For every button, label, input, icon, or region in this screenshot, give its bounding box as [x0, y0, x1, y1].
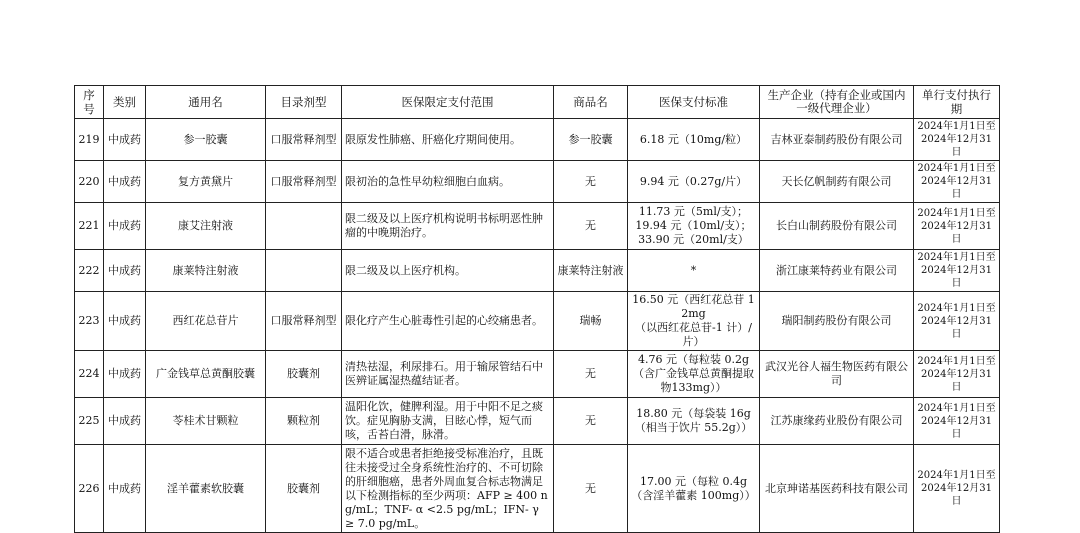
dosage-form-cell: 胶囊剂	[266, 445, 342, 533]
payment-standard-cell: 4.76 元（每粒装 0.2g（含广金钱草总黄酮提取物133mg））	[628, 351, 760, 398]
table-row	[75, 250, 1000, 292]
table-header-row	[75, 86, 1000, 119]
header-cell: 类别	[104, 86, 146, 119]
generic-name-cell: 西红花总苷片	[146, 292, 266, 351]
payment-scope-cell: 限初治的急性早幼粒细胞白血病。	[342, 161, 554, 203]
dosage-form-cell: 口服常释剂型	[266, 161, 342, 203]
period-end: 2024年12月31日	[921, 315, 992, 340]
header-cell: 单行支付执行期	[914, 86, 1000, 119]
brand-name-cell: 康莱特注射液	[554, 250, 628, 292]
generic-name-cell: 广金钱草总黄酮胶囊	[146, 351, 266, 398]
category-cell: 中成药	[104, 292, 146, 351]
table-row	[75, 203, 1000, 250]
manufacturer-cell: 江苏康缘药业股份有限公司	[760, 398, 914, 445]
period-end: 2024年12月31日	[921, 220, 992, 245]
row-number: 221	[75, 203, 104, 250]
execution-period-cell	[914, 445, 1000, 533]
category-cell: 中成药	[104, 250, 146, 292]
dosage-form-cell	[266, 203, 342, 250]
header-cell: 医保限定支付范围	[342, 86, 554, 119]
category-cell: 中成药	[104, 161, 146, 203]
execution-period-cell	[914, 250, 1000, 292]
table-row	[75, 398, 1000, 445]
table-row	[75, 292, 1000, 351]
header-cell: 通用名	[146, 86, 266, 119]
payment-standard-cell: 9.94 元（0.27g/片）	[628, 161, 760, 203]
period-end: 2024年12月31日	[921, 176, 992, 200]
header-cell: 商品名	[554, 86, 628, 119]
period-start: 2024年1月1日至	[917, 207, 996, 219]
brand-name-cell: 无	[554, 161, 628, 203]
manufacturer-cell: 天长亿帆制药有限公司	[760, 161, 914, 203]
period-start: 2024年1月1日至	[917, 470, 996, 481]
generic-name-cell: 康莱特注射液	[146, 250, 266, 292]
execution-period-cell	[914, 292, 1000, 351]
brand-name-cell: 无	[554, 445, 628, 533]
brand-name-cell: 无	[554, 203, 628, 250]
payment-standard-cell: 17.00 元（每粒 0.4g（含淫羊藿素 100mg））	[628, 445, 760, 533]
row-number: 225	[75, 398, 104, 445]
payment-scope-cell: 温阳化饮，健脾利湿。用于中阳不足之痰饮。症见胸胁支满，目眩心悸，短气而咳，舌苔白滑，脉滑。	[342, 398, 554, 445]
payment-standard-cell: 16.50 元（西红花总苷 12mg （以西红花总苷-1 计）/片）	[628, 292, 760, 351]
manufacturer-cell: 北京珅诺基医药科技有限公司	[760, 445, 914, 533]
payment-standard-cell: 11.73 元（5ml/支）； 19.94 元（10ml/支）； 33.90 元（20ml/支）	[628, 203, 760, 250]
execution-period-cell	[914, 203, 1000, 250]
period-end: 2024年12月31日	[921, 134, 992, 158]
payment-standard-cell: 18.80 元（每袋装 16g（相当于饮片 55.2g））	[628, 398, 760, 445]
payment-scope-cell: 限化疗产生心脏毒性引起的心绞痛患者。	[342, 292, 554, 351]
generic-name-cell: 参一胶囊	[146, 119, 266, 161]
row-number: 223	[75, 292, 104, 351]
drug-reimbursement-table	[74, 85, 999, 533]
row-number: 226	[75, 445, 104, 533]
table-row	[75, 351, 1000, 398]
manufacturer-cell: 吉林亚泰制药股份有限公司	[760, 119, 914, 161]
period-start: 2024年1月1日至	[917, 163, 996, 174]
generic-name-cell: 淫羊藿素软胶囊	[146, 445, 266, 533]
dosage-form-cell	[266, 250, 342, 292]
period-start: 2024年1月1日至	[917, 355, 996, 367]
period-start: 2024年1月1日至	[917, 121, 996, 132]
category-cell: 中成药	[104, 445, 146, 533]
dosage-form-cell: 胶囊剂	[266, 351, 342, 398]
dosage-form-cell: 口服常释剂型	[266, 292, 342, 351]
dosage-form-cell: 口服常释剂型	[266, 119, 342, 161]
payment-standard-cell: 6.18 元（10mg/粒）	[628, 119, 760, 161]
generic-name-cell: 复方黄黛片	[146, 161, 266, 203]
dosage-form-cell: 颗粒剂	[266, 398, 342, 445]
header-cell: 序号	[75, 86, 104, 119]
execution-period-cell	[914, 398, 1000, 445]
period-start: 2024年1月1日至	[917, 252, 996, 263]
category-cell: 中成药	[104, 398, 146, 445]
manufacturer-cell: 浙江康莱特药业有限公司	[760, 250, 914, 292]
category-cell: 中成药	[104, 119, 146, 161]
table-row	[75, 161, 1000, 203]
row-number: 220	[75, 161, 104, 203]
generic-name-cell: 康艾注射液	[146, 203, 266, 250]
brand-name-cell: 无	[554, 398, 628, 445]
category-cell: 中成药	[104, 351, 146, 398]
period-start: 2024年1月1日至	[917, 402, 996, 414]
table-row	[75, 445, 1000, 533]
payment-standard-cell: *	[628, 250, 760, 292]
category-cell: 中成药	[104, 203, 146, 250]
period-start: 2024年1月1日至	[917, 302, 996, 314]
manufacturer-cell: 长白山制药股份有限公司	[760, 203, 914, 250]
period-end: 2024年12月31日	[921, 483, 992, 507]
header-cell: 医保支付标准	[628, 86, 760, 119]
header-cell: 生产企业（持有企业或国内一级代理企业）	[760, 86, 914, 119]
row-number: 222	[75, 250, 104, 292]
manufacturer-cell: 武汉光谷人福生物医药有限公司	[760, 351, 914, 398]
payment-scope-cell: 限二级及以上医疗机构说明书标明恶性肿瘤的中晚期治疗。	[342, 203, 554, 250]
manufacturer-cell: 瑞阳制药股份有限公司	[760, 292, 914, 351]
header-cell: 目录剂型	[266, 86, 342, 119]
execution-period-cell	[914, 351, 1000, 398]
generic-name-cell: 苓桂术甘颗粒	[146, 398, 266, 445]
period-end: 2024年12月31日	[921, 265, 992, 289]
payment-scope-cell: 限原发性肺癌、肝癌化疗期间使用。	[342, 119, 554, 161]
execution-period-cell	[914, 161, 1000, 203]
brand-name-cell: 无	[554, 351, 628, 398]
table-row	[75, 119, 1000, 161]
period-end: 2024年12月31日	[921, 415, 992, 440]
payment-scope-cell: 清热祛湿，利尿排石。用于输尿管结石中医辨证属湿热蕴结证者。	[342, 351, 554, 398]
execution-period-cell	[914, 119, 1000, 161]
payment-scope-cell: 限不适合或患者拒绝接受标准治疗，且既往未接受过全身系统性治疗的、不可切除的肝细胞癌，患者外周血复合标志物满足以下检测指标的至少两项：AFP ≥ 400 ng/mL；TNF- α <2.5 pg/mL；IFN- γ ≥ 7.0 pg/mL。	[342, 445, 554, 533]
brand-name-cell: 参一胶囊	[554, 119, 628, 161]
payment-scope-cell: 限二级及以上医疗机构。	[342, 250, 554, 292]
period-end: 2024年12月31日	[921, 368, 992, 393]
row-number: 224	[75, 351, 104, 398]
brand-name-cell: 瑞畅	[554, 292, 628, 351]
row-number: 219	[75, 119, 104, 161]
